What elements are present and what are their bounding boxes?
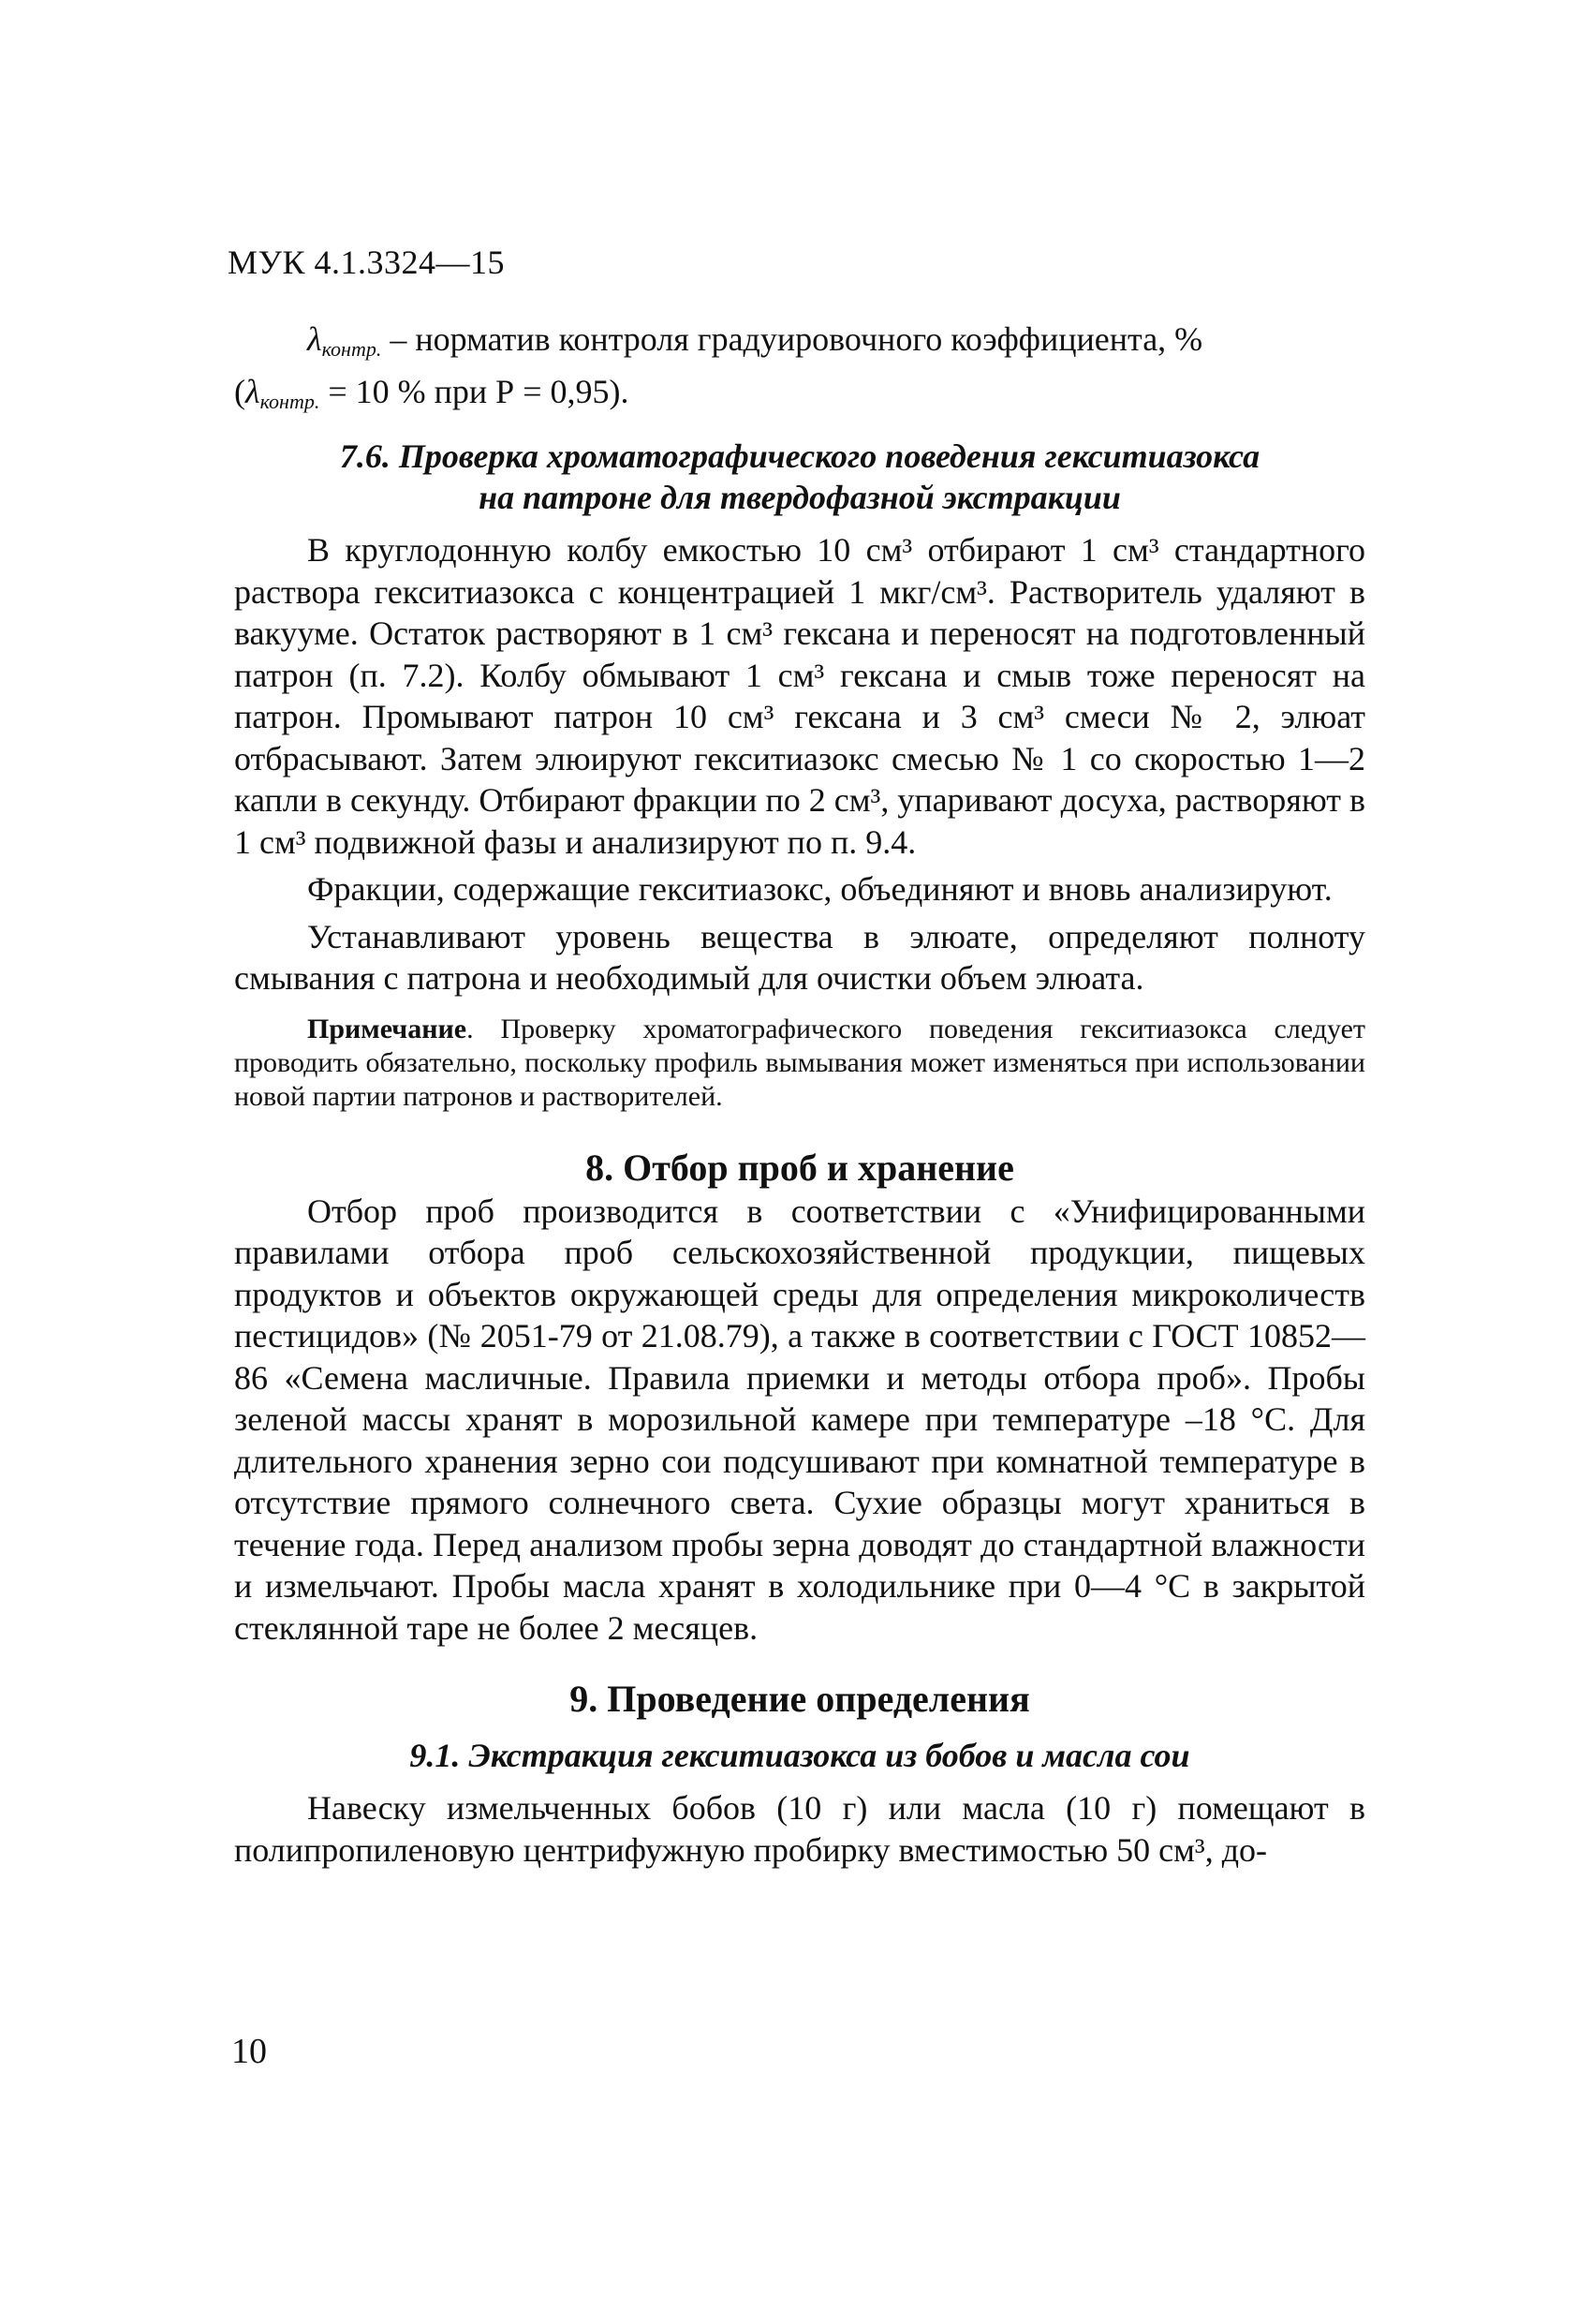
- section-9-1-paragraph-1: Навеску измельченных бобов (10 г) или масла (10 г) помещают в полипропиленовую центрифужную пробирку вместимостью 50 см³, до-: [234, 1789, 1365, 1869]
- note-label: Примечание: [307, 1013, 467, 1044]
- lambda-paren: (: [234, 372, 245, 410]
- page-body: [234, 318, 1365, 1871]
- lambda-definition-line2: [234, 371, 1365, 423]
- section-7-6-paragraph-1: В круглодонную колбу емкостью 10 см³ отбирают 1 см³ стандартного раствора гекситиазокса с концентрацией 1 мкг/см³. Растворитель удаляют в вакууме. Остаток растворяют в 1 см³ гексана и переносят на подготовленный патрон (п. 7.2). Колбу обмывают 1 см³ гексана и смыв тоже переносят на патрон. Промывают патрон 10 см³ гексана и 3 см³ смеси № 2, элюат отбрасывают. Затем элюируют гекситиазокс смесью № 1 со скоростью 1—2 капли в секунду. Отбирают фракции по 2 см³, упаривают досуха, растворяют в 1 см³ подвижной фазы и анализируют по п. 9.4.: [234, 531, 1365, 861]
- document-code-header: МУК 4.1.3324—15: [228, 244, 506, 281]
- page-number: 10: [231, 2032, 267, 2071]
- lambda-value-text: = 10 % при Р = 0,95).: [319, 372, 629, 410]
- section-7-6-note: [234, 1013, 1365, 1114]
- section-7-6-paragraph-2: Фракции, содержащие гекситиазокс, объединяют и вновь анализируют.: [307, 870, 1333, 908]
- lambda-symbol: λ: [307, 320, 322, 358]
- lambda-definition-line1: [234, 318, 1365, 371]
- lambda-definition-text: – норматив контроля градуировочного коэффициента, %: [381, 320, 1203, 358]
- section-9-1-title: 9.1. Экстракция гекситиазокса из бобов и масла сои: [409, 1737, 1190, 1774]
- lambda-subscript-2: контр.: [259, 389, 320, 413]
- section-7-6-title-line2: на патроне для твердофазной экстракции: [479, 479, 1121, 516]
- section-9-title: 9. Проведение определения: [569, 1678, 1030, 1720]
- section-7-6-title-line1: 7.6. Проверка хроматографического поведения гекситиазокса: [339, 437, 1260, 475]
- section-8-paragraph-1: Отбор проб производится в соответствии с «Унифицированными правилами отбора проб сельскохозяйственной продукции, пищевых продуктов и объектов окружающей среды для определения микроколичеств пестицидов» (№ 2051-79 от 21.08.79), а также в соответствии с ГОСТ 10852—86 «Семена масличные. Правила приемки и методы отбора проб». Пробы зеленой массы хранят в морозильной камере при температуре –18 °С. Для длительного хранения зерно сои подсушивают при комнатной температуре в отсутствие прямого солнечного света. Сухие образцы могут храниться в течение года. Перед анализом пробы зерна доводят до стандартной влажности и измельчают. Пробы масла хранят в холодильнике при 0—4 °С в закрытой стеклянной таре не более 2 месяцев.: [234, 1192, 1365, 1647]
- note-text: . Проверку хроматографического поведения гекситиазокса следует проводить обязательно, поскольку профиль вымывания может изменяться при использовании новой партии патронов и растворителей.: [234, 1013, 1365, 1112]
- lambda-symbol-2: λ: [245, 372, 260, 410]
- section-7-6-paragraph-3: Устанавливают уровень вещества в элюате, определяют полноту смывания с патрона и необходимый для очистки объем элюата.: [234, 917, 1365, 997]
- section-8-title: 8. Отбор проб и хранение: [585, 1146, 1014, 1189]
- lambda-subscript: контр.: [321, 337, 382, 361]
- section-7-6-title: [234, 436, 1365, 518]
